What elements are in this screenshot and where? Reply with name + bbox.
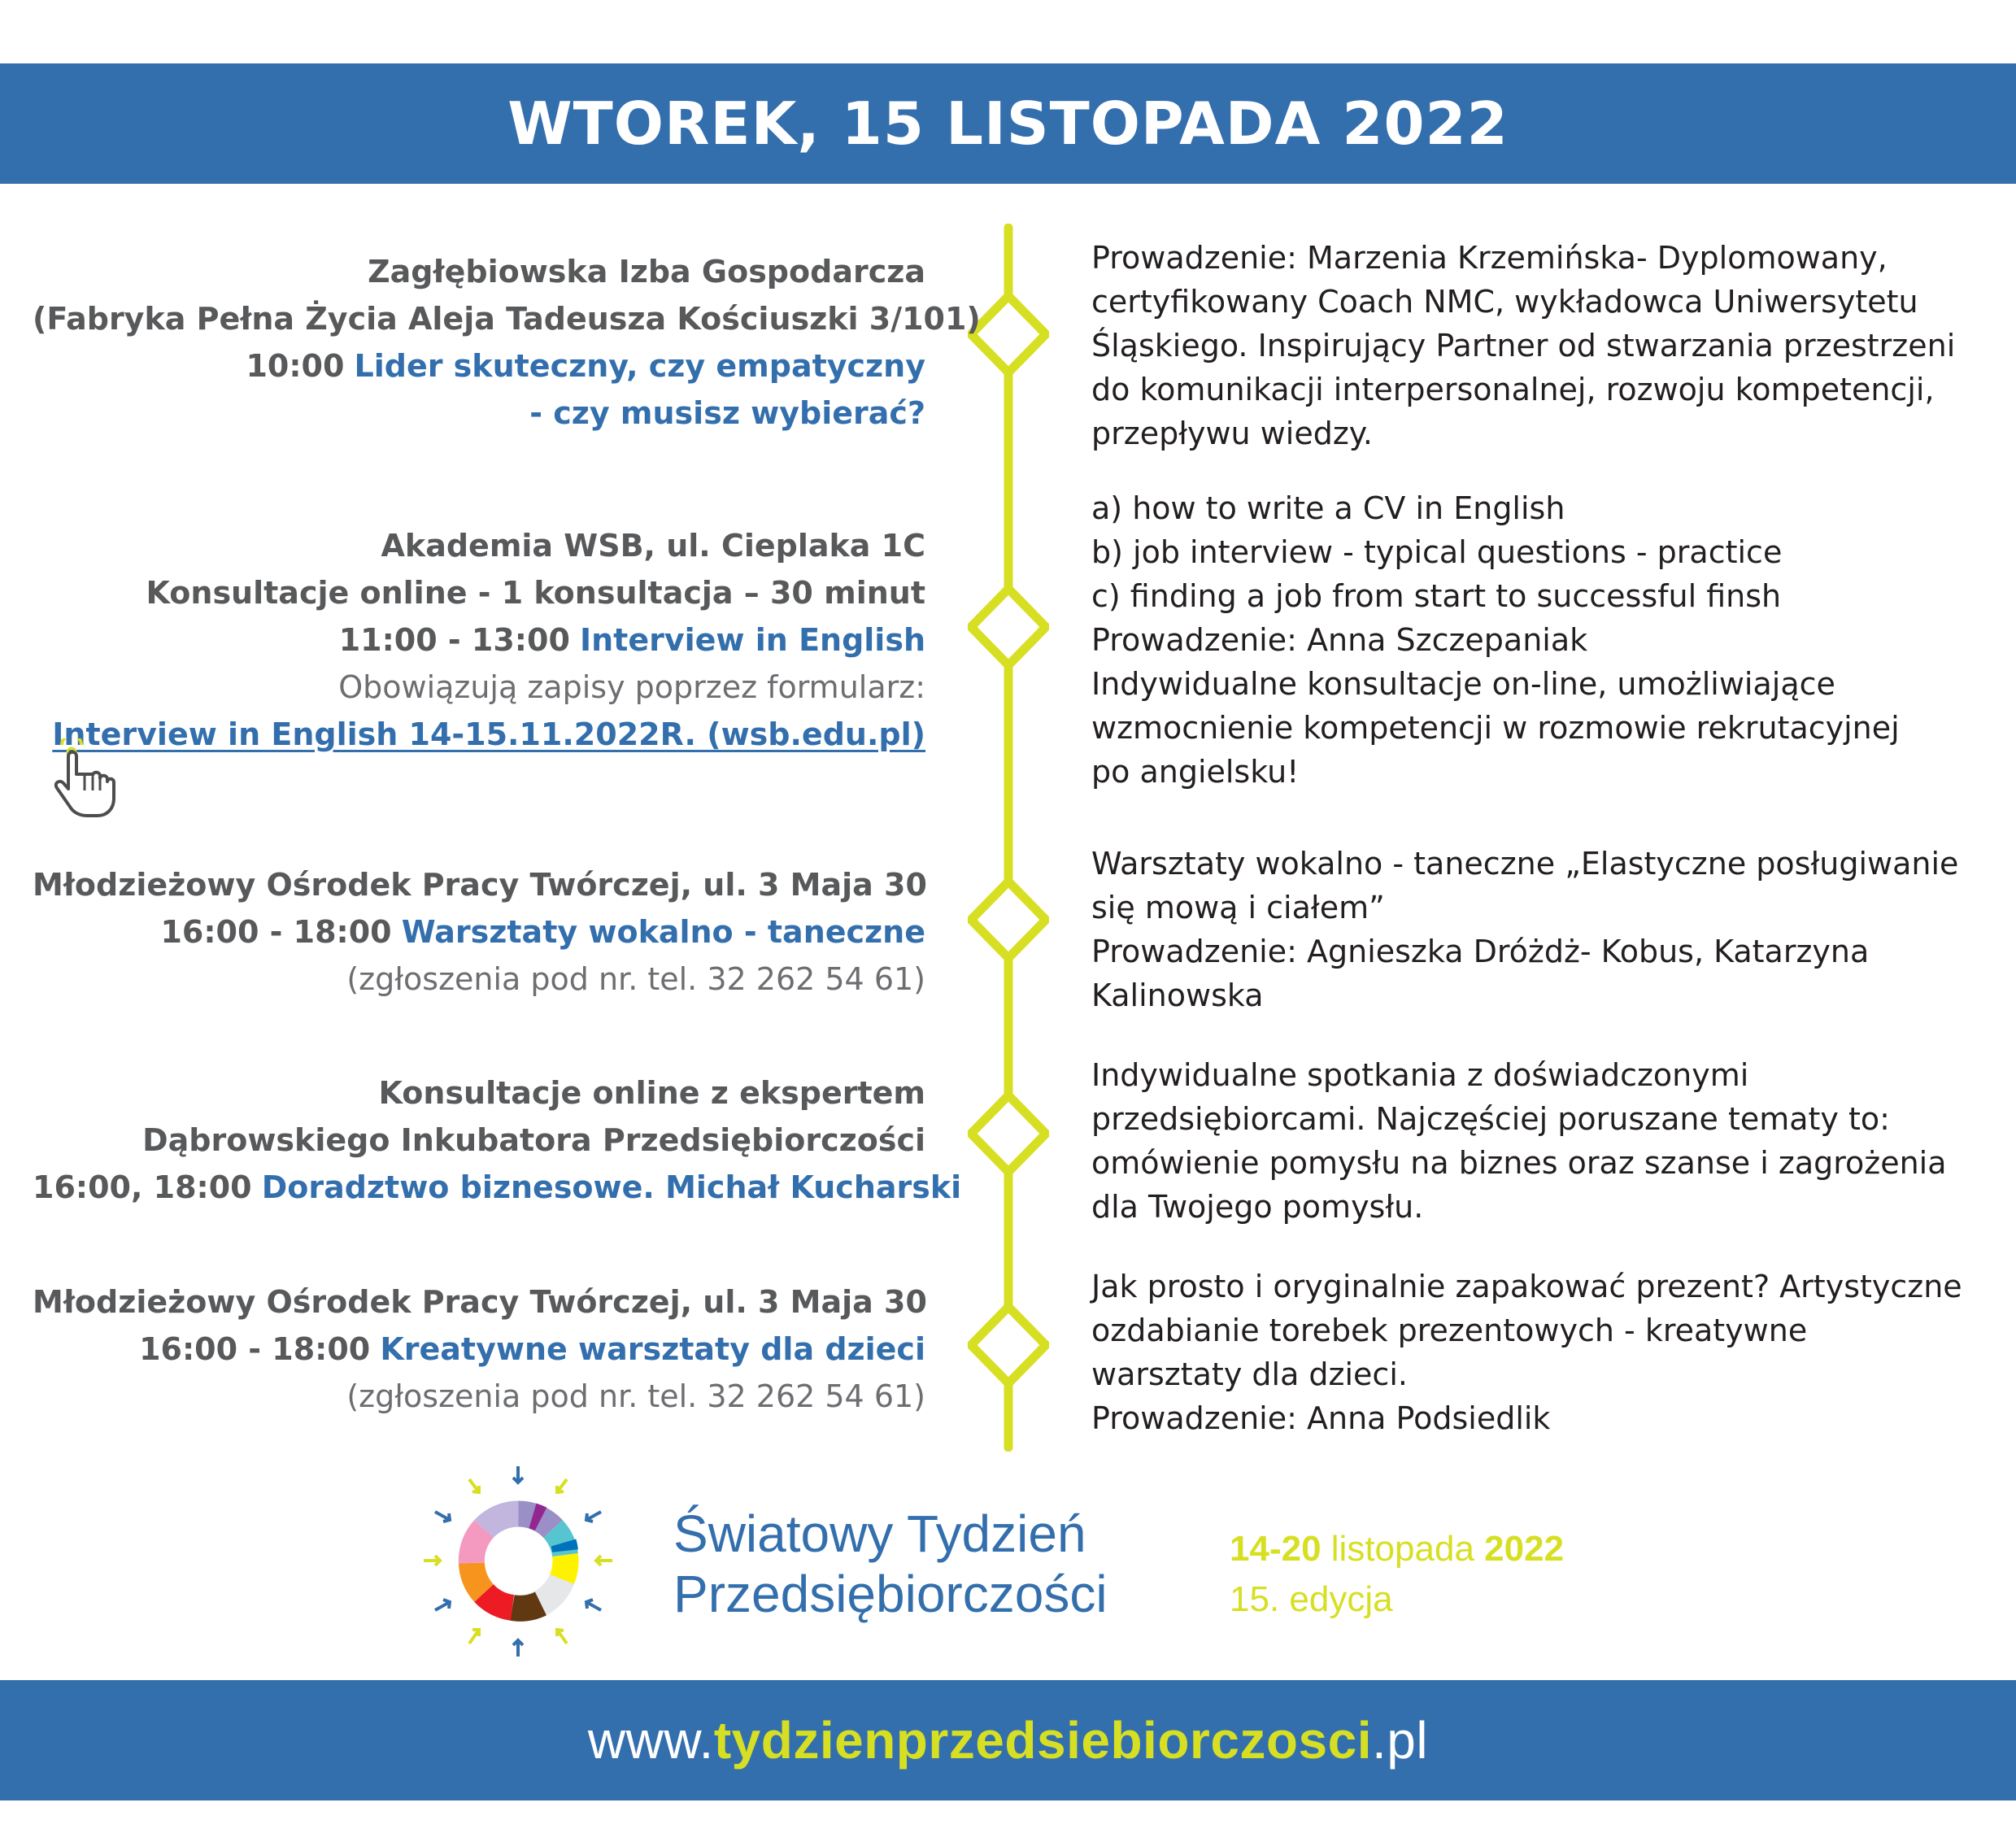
description-line: c) finding a job from start to successful finsh xyxy=(1091,578,1782,614)
description-line: Warsztaty wokalno - taneczne „Elastyczne posługiwanie xyxy=(1091,846,1959,882)
event-2-description xyxy=(1091,486,2002,794)
description-line: dla Twojego pomysłu. xyxy=(1091,1189,1424,1225)
event-registration-note: (zgłoszenia pod nr. tel. 32 262 54 61) xyxy=(346,1378,925,1414)
footer-band xyxy=(0,1680,2016,1800)
edition-label: 15. edycja xyxy=(1230,1579,1393,1619)
description-line: Indywidualne spotkania z doświadczonymi xyxy=(1091,1057,1749,1093)
event-time: 11:00 - 13:00 xyxy=(338,622,570,658)
description-line: a) how to write a CV in English xyxy=(1091,490,1565,526)
event-1-info xyxy=(33,248,981,437)
event-dates xyxy=(1230,1527,1564,1571)
description-line: Prowadzenie: Agnieszka Dróżdż- Kobus, Katarzyna xyxy=(1091,934,1870,969)
event-5-info xyxy=(33,1278,925,1420)
logo-name-line2: Przedsiębiorczości xyxy=(673,1565,1108,1623)
event-title: Interview in English xyxy=(579,622,925,658)
diamond-icon xyxy=(971,882,1046,958)
event-organizer: Dąbrowskiego Inkubatora Przedsiębiorczości xyxy=(142,1122,925,1158)
event-3-info xyxy=(33,861,925,1003)
event-5-description xyxy=(1091,1265,2002,1440)
event-title: Kreatywne warsztaty dla dzieci xyxy=(380,1331,925,1367)
description-line: przepływu wiedzy. xyxy=(1091,416,1373,451)
event-venue: Młodzieżowy Ośrodek Pracy Twórczej, ul. 3 Maja 30 xyxy=(33,1284,927,1320)
hand-pointer-icon xyxy=(50,738,124,820)
description-line: Indywidualne konsultacje on-line, umożliwiające xyxy=(1091,666,1835,702)
header-band xyxy=(0,63,2016,184)
event-4-description xyxy=(1091,1053,2002,1229)
description-line: Prowadzenie: Anna Szczepaniak xyxy=(1091,622,1588,658)
logo-ring-segments xyxy=(472,1514,566,1609)
description-line: b) job interview - typical questions - practice xyxy=(1091,534,1783,570)
description-line: przedsiębiorcami. Najczęściej poruszane tematy to: xyxy=(1091,1101,1890,1137)
timeline xyxy=(968,224,1049,1452)
url-suffix: .pl xyxy=(1371,1711,1429,1770)
event-title: Lider skuteczny, czy empatyczny xyxy=(354,348,925,384)
diamond-icon xyxy=(971,589,1046,665)
logo-name-line1: Światowy Tydzień xyxy=(673,1504,1086,1563)
website-url[interactable] xyxy=(588,1710,1428,1770)
event-4-info xyxy=(33,1069,962,1211)
event-3-description xyxy=(1091,842,2002,1017)
event-1-description xyxy=(1091,236,2002,455)
description-line: wzmocnienie kompetencji w rozmowie rekrutacyjnej xyxy=(1091,710,1900,746)
event-2-info xyxy=(33,522,925,758)
description-line: certyfikowany Coach NMC, wykładowca Uniwersytetu xyxy=(1091,284,1918,320)
diamond-icon xyxy=(971,1095,1046,1172)
registration-link[interactable]: Interview in English 14-15.11.2022R. (wsb.edu.pl) xyxy=(52,716,925,752)
event-venue: Konsultacje online z ekspertem xyxy=(378,1075,925,1111)
event-venue-address: (Fabryka Pełna Życia Aleja Tadeusza Kościuszki 3/101) xyxy=(33,301,981,337)
dates-year: 2022 xyxy=(1484,1529,1565,1569)
description-line: ozdabianie torebek prezentowych - kreatywne xyxy=(1091,1313,1808,1348)
dates-month: listopada xyxy=(1330,1529,1474,1569)
logo-arrows xyxy=(424,1466,612,1657)
event-registration-note: (zgłoszenia pod nr. tel. 32 262 54 61) xyxy=(346,961,925,997)
event-time: 16:00 - 18:00 xyxy=(160,914,392,950)
description-line: po angielsku! xyxy=(1091,754,1300,790)
event-title: Doradztwo biznesowe. Michał Kucharski xyxy=(261,1169,962,1205)
event-time: 16:00, 18:00 xyxy=(33,1169,252,1205)
event-format: Konsultacje online - 1 konsultacja – 30 minut xyxy=(146,575,925,611)
diamond-icon xyxy=(971,296,1046,372)
event-registration-note: Obowiązują zapisy poprzez formularz: xyxy=(338,669,925,705)
logo-ring-icon xyxy=(419,1461,618,1661)
event-title-continued: - czy musisz wybierać? xyxy=(529,395,925,431)
description-line: warsztaty dla dzieci. xyxy=(1091,1356,1408,1392)
dates-range: 14-20 xyxy=(1230,1529,1322,1569)
event-time: 10:00 xyxy=(246,348,345,384)
description-line: Prowadzenie: Marzenia Krzemińska- Dyplomowany, xyxy=(1091,240,1888,276)
page-title: WTOREK, 15 LISTOPADA 2022 xyxy=(507,89,1509,158)
url-domain: tydzienprzedsiebiorczosci xyxy=(713,1711,1372,1770)
event-venue: Akademia WSB, ul. Cieplaka 1C xyxy=(381,528,925,564)
description-line: do komunikacji interpersonalnej, rozwoju kompetencji, xyxy=(1091,372,1935,407)
description-line: Kalinowska xyxy=(1091,977,1264,1013)
description-line: Prowadzenie: Anna Podsiedlik xyxy=(1091,1400,1551,1436)
url-prefix: www. xyxy=(587,1711,714,1770)
description-line: Śląskiego. Inspirujący Partner od stwarzania przestrzeni xyxy=(1091,328,1956,364)
description-line: się mową i ciałem” xyxy=(1091,890,1385,925)
diamond-icon xyxy=(971,1307,1046,1383)
event-venue: Młodzieżowy Ośrodek Pracy Twórczej, ul. 3 Maja 30 xyxy=(33,867,927,903)
event-time: 16:00 - 18:00 xyxy=(139,1331,371,1367)
description-line: Jak prosto i oryginalnie zapakować prezent? Artystyczne xyxy=(1091,1269,1962,1304)
event-venue: Zagłębiowska Izba Gospodarcza xyxy=(368,254,925,290)
description-line: omówienie pomysłu na biznes oraz szanse i zagrożenia xyxy=(1091,1145,1947,1181)
event-title: Warsztaty wokalno - taneczne xyxy=(401,914,925,950)
